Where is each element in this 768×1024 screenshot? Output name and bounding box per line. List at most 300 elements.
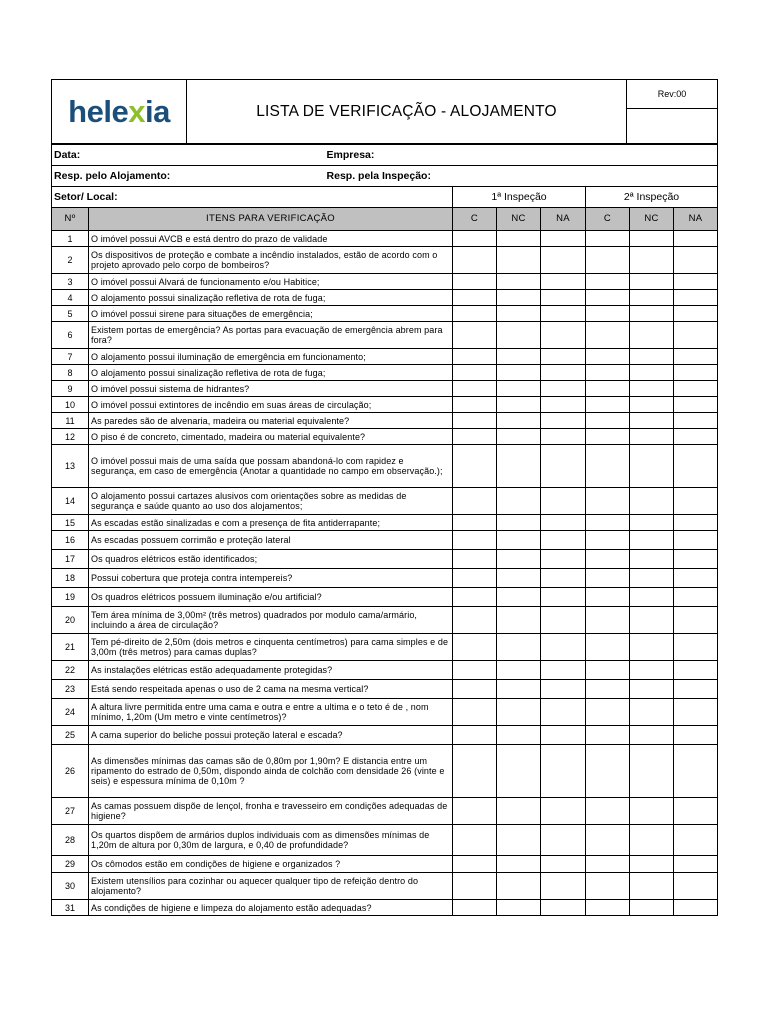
item-number: 7 bbox=[52, 349, 89, 365]
check-c2-cell[interactable] bbox=[586, 661, 630, 680]
check-na1-cell[interactable] bbox=[541, 349, 586, 365]
resp-inspecao-label: Resp. pela Inspeção: bbox=[453, 166, 718, 187]
checklist-row bbox=[52, 445, 718, 488]
item-number: 2 bbox=[52, 247, 89, 274]
check-c2-cell[interactable] bbox=[586, 745, 630, 798]
item-number: 14 bbox=[52, 488, 89, 515]
check-na1-cell[interactable] bbox=[541, 515, 586, 531]
item-text: O imóvel possui extintores de incêndio em suas áreas de circulação; bbox=[89, 397, 453, 413]
helexia-logo: hele x ia bbox=[68, 93, 170, 129]
check-nc2-cell[interactable] bbox=[630, 873, 674, 900]
item-number: 3 bbox=[52, 274, 89, 290]
item-text: Os quadros elétricos estão identificados; bbox=[89, 550, 453, 569]
checklist-row bbox=[52, 306, 718, 322]
item-text: Os cômodos estão em condições de higiene e organizados ? bbox=[89, 856, 453, 873]
check-na2-cell[interactable] bbox=[674, 661, 718, 680]
second-inspection-header: 2ª Inspeção bbox=[586, 187, 718, 208]
item-number: 21 bbox=[52, 634, 89, 661]
item-text: As dimensões mínimas das camas são de 0,80m por 1,90m? E distancia entre um ripamento do estrado de 0,50m, dispondo ainda de colchão com densidade 26 (vinte e seis) e espessura mínima de 0,10m ? bbox=[89, 745, 453, 798]
item-text: O imóvel possui AVCB e está dentro do prazo de validade bbox=[89, 231, 453, 247]
item-number: 6 bbox=[52, 322, 89, 349]
item-number: 22 bbox=[52, 661, 89, 680]
check-nc2-cell[interactable] bbox=[630, 726, 674, 745]
check-c1-cell[interactable] bbox=[453, 873, 497, 900]
item-number: 9 bbox=[52, 381, 89, 397]
checklist-row bbox=[52, 699, 718, 726]
first-inspection-header: 1ª Inspeção bbox=[453, 187, 586, 208]
check-c1-cell[interactable] bbox=[453, 569, 497, 588]
check-na1-cell[interactable] bbox=[541, 231, 586, 247]
check-na2-cell[interactable] bbox=[674, 699, 718, 726]
check-nc2-cell[interactable] bbox=[630, 856, 674, 873]
page-title: LISTA DE VERIFICAÇÃO - ALOJAMENTO bbox=[187, 80, 627, 144]
item-number: 26 bbox=[52, 745, 89, 798]
item-text: Tem pé-direito de 2,50m (dois metros e cinquenta centímetros) para cama simples e de 3,00m (três metros) para camas duplas? bbox=[89, 634, 453, 661]
check-nc1-cell[interactable] bbox=[497, 550, 541, 569]
check-c1-cell[interactable] bbox=[453, 661, 497, 680]
check-na2-cell[interactable] bbox=[674, 247, 718, 274]
check-nc1-cell[interactable] bbox=[497, 873, 541, 900]
check-nc1-cell[interactable] bbox=[497, 607, 541, 634]
item-text: Tem área mínima de 3,00m² (três metros) quadrados por modulo cama/armário, incluindo a área de circulação? bbox=[89, 607, 453, 634]
check-c1-cell[interactable] bbox=[453, 413, 497, 429]
item-text: As paredes são de alvenaria, madeira ou material equivalente? bbox=[89, 413, 453, 429]
setor-local-label: Setor/ Local: bbox=[52, 187, 453, 208]
check-nc1-cell[interactable] bbox=[497, 726, 541, 745]
check-na1-cell[interactable] bbox=[541, 856, 586, 873]
check-nc2-cell[interactable] bbox=[630, 531, 674, 550]
item-text: O imóvel possui mais de uma saída que possam abandoná-lo com rapidez e segurança, em caso de emergência (Anotar a quantidade no campo em observação.); bbox=[89, 445, 453, 488]
check-nc2-cell[interactable] bbox=[630, 569, 674, 588]
check-na2-cell[interactable] bbox=[674, 274, 718, 290]
check-nc1-cell[interactable] bbox=[497, 290, 541, 306]
check-na2-cell[interactable] bbox=[674, 349, 718, 365]
checklist-row bbox=[52, 322, 718, 349]
check-na1-cell[interactable] bbox=[541, 322, 586, 349]
item-number: 31 bbox=[52, 900, 89, 916]
check-nc1-cell[interactable] bbox=[497, 349, 541, 365]
check-na2-cell[interactable] bbox=[674, 290, 718, 306]
checklist-row bbox=[52, 873, 718, 900]
header-table bbox=[51, 79, 718, 144]
item-text: Os quartos dispõem de armários duplos individuais com as dimensões mínimas de 1,20m de altura por 0,30m de largura, e 0,40 de profundidade? bbox=[89, 825, 453, 856]
checklist-row bbox=[52, 856, 718, 873]
item-text: Os quadros elétricos possuem iluminação e/ou artificial? bbox=[89, 588, 453, 607]
checklist-row bbox=[52, 825, 718, 856]
item-number: 5 bbox=[52, 306, 89, 322]
check-c2-cell[interactable] bbox=[586, 349, 630, 365]
item-number: 27 bbox=[52, 798, 89, 825]
check-nc1-cell[interactable] bbox=[497, 825, 541, 856]
col-c1-header: C bbox=[453, 208, 497, 231]
check-c1-cell[interactable] bbox=[453, 445, 497, 488]
check-c1-cell[interactable] bbox=[453, 274, 497, 290]
check-na1-cell[interactable] bbox=[541, 413, 586, 429]
check-na1-cell[interactable] bbox=[541, 397, 586, 413]
check-na1-cell[interactable] bbox=[541, 365, 586, 381]
checklist-row bbox=[52, 231, 718, 247]
check-c1-cell[interactable] bbox=[453, 247, 497, 274]
check-c2-cell[interactable] bbox=[586, 413, 630, 429]
check-na1-cell[interactable] bbox=[541, 726, 586, 745]
check-c1-cell[interactable] bbox=[453, 745, 497, 798]
check-c2-cell[interactable] bbox=[586, 588, 630, 607]
check-c2-cell[interactable] bbox=[586, 699, 630, 726]
check-c2-cell[interactable] bbox=[586, 798, 630, 825]
checklist-row bbox=[52, 726, 718, 745]
check-nc2-cell[interactable] bbox=[630, 900, 674, 916]
check-na2-cell[interactable] bbox=[674, 515, 718, 531]
item-number: 11 bbox=[52, 413, 89, 429]
check-c2-cell[interactable] bbox=[586, 531, 630, 550]
check-na1-cell[interactable] bbox=[541, 825, 586, 856]
check-nc1-cell[interactable] bbox=[497, 900, 541, 916]
check-c1-cell[interactable] bbox=[453, 726, 497, 745]
check-na1-cell[interactable] bbox=[541, 680, 586, 699]
item-number: 18 bbox=[52, 569, 89, 588]
resp-alojamento-label: Resp. pelo Alojamento: bbox=[52, 166, 453, 187]
check-c2-cell[interactable] bbox=[586, 429, 630, 445]
check-na1-cell[interactable] bbox=[541, 569, 586, 588]
checklist-row bbox=[52, 413, 718, 429]
check-c2-cell[interactable] bbox=[586, 488, 630, 515]
check-nc2-cell[interactable] bbox=[630, 699, 674, 726]
check-c1-cell[interactable] bbox=[453, 607, 497, 634]
check-nc2-cell[interactable] bbox=[630, 515, 674, 531]
check-na1-cell[interactable] bbox=[541, 306, 586, 322]
item-number: 17 bbox=[52, 550, 89, 569]
check-na2-cell[interactable] bbox=[674, 381, 718, 397]
check-nc2-cell[interactable] bbox=[630, 247, 674, 274]
item-number: 12 bbox=[52, 429, 89, 445]
check-na2-cell[interactable] bbox=[674, 306, 718, 322]
check-c2-cell[interactable] bbox=[586, 515, 630, 531]
item-number: 20 bbox=[52, 607, 89, 634]
check-nc2-cell[interactable] bbox=[630, 349, 674, 365]
checklist-row bbox=[52, 290, 718, 306]
item-number: 25 bbox=[52, 726, 89, 745]
check-nc2-cell[interactable] bbox=[630, 306, 674, 322]
check-c1-cell[interactable] bbox=[453, 634, 497, 661]
check-nc1-cell[interactable] bbox=[497, 413, 541, 429]
check-na1-cell[interactable] bbox=[541, 607, 586, 634]
check-nc2-cell[interactable] bbox=[630, 429, 674, 445]
check-nc2-cell[interactable] bbox=[630, 397, 674, 413]
check-na2-cell[interactable] bbox=[674, 680, 718, 699]
check-na2-cell[interactable] bbox=[674, 798, 718, 825]
item-number: 23 bbox=[52, 680, 89, 699]
check-na1-cell[interactable] bbox=[541, 873, 586, 900]
check-c1-cell[interactable] bbox=[453, 322, 497, 349]
check-nc1-cell[interactable] bbox=[497, 588, 541, 607]
checklist-row bbox=[52, 661, 718, 680]
item-text: As camas possuem dispõe de lençol, fronha e travesseiro em condições adequadas de higiene? bbox=[89, 798, 453, 825]
item-text: Existem portas de emergência? As portas para evacuação de emergência abrem para fora? bbox=[89, 322, 453, 349]
check-nc2-cell[interactable] bbox=[630, 550, 674, 569]
item-text: Possui cobertura que proteja contra intempereis? bbox=[89, 569, 453, 588]
check-c1-cell[interactable] bbox=[453, 856, 497, 873]
check-nc1-cell[interactable] bbox=[497, 429, 541, 445]
checklist-row bbox=[52, 381, 718, 397]
check-na1-cell[interactable] bbox=[541, 588, 586, 607]
check-nc1-cell[interactable] bbox=[497, 381, 541, 397]
check-na2-cell[interactable] bbox=[674, 445, 718, 488]
check-c1-cell[interactable] bbox=[453, 588, 497, 607]
item-text: O piso é de concreto, cimentado, madeira ou material equivalente? bbox=[89, 429, 453, 445]
check-na2-cell[interactable] bbox=[674, 488, 718, 515]
check-c2-cell[interactable] bbox=[586, 825, 630, 856]
item-text: O imóvel possui Alvará de funcionamento e/ou Habitice; bbox=[89, 274, 453, 290]
revision-value-cell bbox=[627, 109, 718, 144]
check-c2-cell[interactable] bbox=[586, 290, 630, 306]
check-c1-cell[interactable] bbox=[453, 825, 497, 856]
check-nc1-cell[interactable] bbox=[497, 798, 541, 825]
checklist-items bbox=[52, 231, 718, 916]
item-text: Existem utensílios para cozinhar ou aquecer qualquer tipo de refeição dentro do alojamento? bbox=[89, 873, 453, 900]
checklist-row bbox=[52, 531, 718, 550]
check-na2-cell[interactable] bbox=[674, 531, 718, 550]
check-nc2-cell[interactable] bbox=[630, 445, 674, 488]
check-na1-cell[interactable] bbox=[541, 531, 586, 550]
item-text: Os dispositivos de proteção e combate a incêndio instalados, estão de acordo com o projeto aprovado pelo corpo de bombeiros? bbox=[89, 247, 453, 274]
check-c1-cell[interactable] bbox=[453, 488, 497, 515]
check-nc2-cell[interactable] bbox=[630, 634, 674, 661]
col-items-header: ITENS PARA VERIFICAÇÃO bbox=[89, 208, 453, 231]
check-na1-cell[interactable] bbox=[541, 634, 586, 661]
check-c1-cell[interactable] bbox=[453, 900, 497, 916]
check-c1-cell[interactable] bbox=[453, 231, 497, 247]
check-na2-cell[interactable] bbox=[674, 550, 718, 569]
check-nc2-cell[interactable] bbox=[630, 588, 674, 607]
checklist-row bbox=[52, 349, 718, 365]
check-na1-cell[interactable] bbox=[541, 381, 586, 397]
check-c2-cell[interactable] bbox=[586, 247, 630, 274]
col-c2-header: C bbox=[586, 208, 630, 231]
check-c1-cell[interactable] bbox=[453, 699, 497, 726]
check-c1-cell[interactable] bbox=[453, 306, 497, 322]
check-nc1-cell[interactable] bbox=[497, 488, 541, 515]
check-nc1-cell[interactable] bbox=[497, 661, 541, 680]
item-text: O alojamento possui sinalização refletiva de rota de fuga; bbox=[89, 290, 453, 306]
check-c2-cell[interactable] bbox=[586, 873, 630, 900]
check-nc1-cell[interactable] bbox=[497, 365, 541, 381]
checklist-row bbox=[52, 247, 718, 274]
check-c2-cell[interactable] bbox=[586, 381, 630, 397]
check-na2-cell[interactable] bbox=[674, 873, 718, 900]
col-nc1-header: NC bbox=[497, 208, 541, 231]
check-c2-cell[interactable] bbox=[586, 445, 630, 488]
check-c1-cell[interactable] bbox=[453, 381, 497, 397]
check-c1-cell[interactable] bbox=[453, 397, 497, 413]
check-na2-cell[interactable] bbox=[674, 322, 718, 349]
check-na1-cell[interactable] bbox=[541, 274, 586, 290]
checklist-row bbox=[52, 588, 718, 607]
check-c2-cell[interactable] bbox=[586, 322, 630, 349]
check-na1-cell[interactable] bbox=[541, 661, 586, 680]
check-na2-cell[interactable] bbox=[674, 634, 718, 661]
checklist-row bbox=[52, 745, 718, 798]
check-na2-cell[interactable] bbox=[674, 825, 718, 856]
check-nc2-cell[interactable] bbox=[630, 745, 674, 798]
check-c2-cell[interactable] bbox=[586, 634, 630, 661]
item-number: 1 bbox=[52, 231, 89, 247]
item-number: 4 bbox=[52, 290, 89, 306]
check-nc2-cell[interactable] bbox=[630, 322, 674, 349]
checklist-row bbox=[52, 900, 718, 916]
check-na1-cell[interactable] bbox=[541, 445, 586, 488]
check-c1-cell[interactable] bbox=[453, 515, 497, 531]
item-number: 30 bbox=[52, 873, 89, 900]
check-nc1-cell[interactable] bbox=[497, 699, 541, 726]
check-nc2-cell[interactable] bbox=[630, 365, 674, 381]
check-na1-cell[interactable] bbox=[541, 550, 586, 569]
check-c2-cell[interactable] bbox=[586, 569, 630, 588]
check-c2-cell[interactable] bbox=[586, 607, 630, 634]
check-c1-cell[interactable] bbox=[453, 531, 497, 550]
check-nc2-cell[interactable] bbox=[630, 488, 674, 515]
check-nc1-cell[interactable] bbox=[497, 515, 541, 531]
item-text: As instalações elétricas estão adequadamente protegidas? bbox=[89, 661, 453, 680]
check-c2-cell[interactable] bbox=[586, 306, 630, 322]
check-c1-cell[interactable] bbox=[453, 550, 497, 569]
check-nc1-cell[interactable] bbox=[497, 856, 541, 873]
check-c2-cell[interactable] bbox=[586, 900, 630, 916]
check-nc1-cell[interactable] bbox=[497, 531, 541, 550]
info-table bbox=[51, 144, 718, 916]
item-text: O alojamento possui iluminação de emergência em funcionamento; bbox=[89, 349, 453, 365]
check-na2-cell[interactable] bbox=[674, 745, 718, 798]
check-nc2-cell[interactable] bbox=[630, 661, 674, 680]
checklist-row bbox=[52, 515, 718, 531]
check-nc1-cell[interactable] bbox=[497, 569, 541, 588]
check-c2-cell[interactable] bbox=[586, 231, 630, 247]
check-na2-cell[interactable] bbox=[674, 726, 718, 745]
check-c1-cell[interactable] bbox=[453, 290, 497, 306]
check-na2-cell[interactable] bbox=[674, 900, 718, 916]
check-c1-cell[interactable] bbox=[453, 680, 497, 699]
check-nc1-cell[interactable] bbox=[497, 247, 541, 274]
item-number: 28 bbox=[52, 825, 89, 856]
checklist-row bbox=[52, 798, 718, 825]
col-nc2-header: NC bbox=[630, 208, 674, 231]
check-c2-cell[interactable] bbox=[586, 397, 630, 413]
item-number: 24 bbox=[52, 699, 89, 726]
check-c1-cell[interactable] bbox=[453, 365, 497, 381]
item-number: 15 bbox=[52, 515, 89, 531]
item-number: 10 bbox=[52, 397, 89, 413]
item-text: As escadas possuem corrimão e proteção lateral bbox=[89, 531, 453, 550]
check-nc2-cell[interactable] bbox=[630, 274, 674, 290]
col-na1-header: NA bbox=[541, 208, 586, 231]
check-c1-cell[interactable] bbox=[453, 349, 497, 365]
check-nc1-cell[interactable] bbox=[497, 445, 541, 488]
check-nc2-cell[interactable] bbox=[630, 607, 674, 634]
check-na2-cell[interactable] bbox=[674, 588, 718, 607]
check-na2-cell[interactable] bbox=[674, 856, 718, 873]
check-nc1-cell[interactable] bbox=[497, 634, 541, 661]
check-na1-cell[interactable] bbox=[541, 699, 586, 726]
check-c2-cell[interactable] bbox=[586, 550, 630, 569]
check-na1-cell[interactable] bbox=[541, 488, 586, 515]
check-na2-cell[interactable] bbox=[674, 607, 718, 634]
check-na2-cell[interactable] bbox=[674, 397, 718, 413]
item-text: A cama superior do beliche possui proteção lateral e escada? bbox=[89, 726, 453, 745]
check-na1-cell[interactable] bbox=[541, 290, 586, 306]
check-na2-cell[interactable] bbox=[674, 413, 718, 429]
check-nc2-cell[interactable] bbox=[630, 413, 674, 429]
check-na1-cell[interactable] bbox=[541, 900, 586, 916]
item-number: 16 bbox=[52, 531, 89, 550]
item-number: 19 bbox=[52, 588, 89, 607]
check-nc2-cell[interactable] bbox=[630, 825, 674, 856]
empresa-field-label: Empresa: bbox=[453, 145, 718, 166]
check-na2-cell[interactable] bbox=[674, 231, 718, 247]
item-number: 29 bbox=[52, 856, 89, 873]
check-nc1-cell[interactable] bbox=[497, 231, 541, 247]
check-na1-cell[interactable] bbox=[541, 247, 586, 274]
check-na2-cell[interactable] bbox=[674, 569, 718, 588]
item-text: O imóvel possui sistema de hidrantes? bbox=[89, 381, 453, 397]
check-nc1-cell[interactable] bbox=[497, 322, 541, 349]
check-nc2-cell[interactable] bbox=[630, 680, 674, 699]
item-text: O alojamento possui sinalização refletiva de rota de fuga; bbox=[89, 365, 453, 381]
check-nc1-cell[interactable] bbox=[497, 397, 541, 413]
col-number-header: Nº bbox=[52, 208, 89, 231]
checklist-row bbox=[52, 274, 718, 290]
check-nc1-cell[interactable] bbox=[497, 745, 541, 798]
check-c1-cell[interactable] bbox=[453, 798, 497, 825]
check-c1-cell[interactable] bbox=[453, 429, 497, 445]
check-na1-cell[interactable] bbox=[541, 429, 586, 445]
check-nc2-cell[interactable] bbox=[630, 798, 674, 825]
checklist-row bbox=[52, 680, 718, 699]
check-nc2-cell[interactable] bbox=[630, 381, 674, 397]
check-na2-cell[interactable] bbox=[674, 365, 718, 381]
checklist-row bbox=[52, 488, 718, 515]
item-text: As escadas estão sinalizadas e com a presença de fita antiderrapante; bbox=[89, 515, 453, 531]
checklist-row bbox=[52, 429, 718, 445]
item-text: O imóvel possui sirene para situações de emergência; bbox=[89, 306, 453, 322]
checklist-row bbox=[52, 569, 718, 588]
check-c2-cell[interactable] bbox=[586, 726, 630, 745]
check-na1-cell[interactable] bbox=[541, 798, 586, 825]
check-nc2-cell[interactable] bbox=[630, 290, 674, 306]
checklist-row bbox=[52, 634, 718, 661]
item-number: 8 bbox=[52, 365, 89, 381]
check-na2-cell[interactable] bbox=[674, 429, 718, 445]
item-text: As condições de higiene e limpeza do alojamento estão adequadas? bbox=[89, 900, 453, 916]
item-number: 13 bbox=[52, 445, 89, 488]
check-nc1-cell[interactable] bbox=[497, 680, 541, 699]
checklist-row bbox=[52, 607, 718, 634]
check-na1-cell[interactable] bbox=[541, 745, 586, 798]
check-c2-cell[interactable] bbox=[586, 365, 630, 381]
check-c2-cell[interactable] bbox=[586, 856, 630, 873]
check-c2-cell[interactable] bbox=[586, 680, 630, 699]
check-nc2-cell[interactable] bbox=[630, 231, 674, 247]
item-text: O alojamento possui cartazes alusivos com orientações sobre as medidas de segurança e saúde quanto ao uso dos alojamentos; bbox=[89, 488, 453, 515]
check-nc1-cell[interactable] bbox=[497, 306, 541, 322]
revision-label: Rev:00 bbox=[627, 80, 718, 109]
item-text: Está sendo respeitada apenas o uso de 2 cama na mesma vertical? bbox=[89, 680, 453, 699]
item-text: A altura livre permitida entre uma cama e outra e entre a ultima e o teto é de , nom mínimo, 1,20m (Um metro e vinte centímetros)? bbox=[89, 699, 453, 726]
col-na2-header: NA bbox=[674, 208, 718, 231]
check-nc1-cell[interactable] bbox=[497, 274, 541, 290]
checklist-row bbox=[52, 397, 718, 413]
checklist-row bbox=[52, 365, 718, 381]
checklist-sheet bbox=[51, 79, 717, 916]
check-c2-cell[interactable] bbox=[586, 274, 630, 290]
